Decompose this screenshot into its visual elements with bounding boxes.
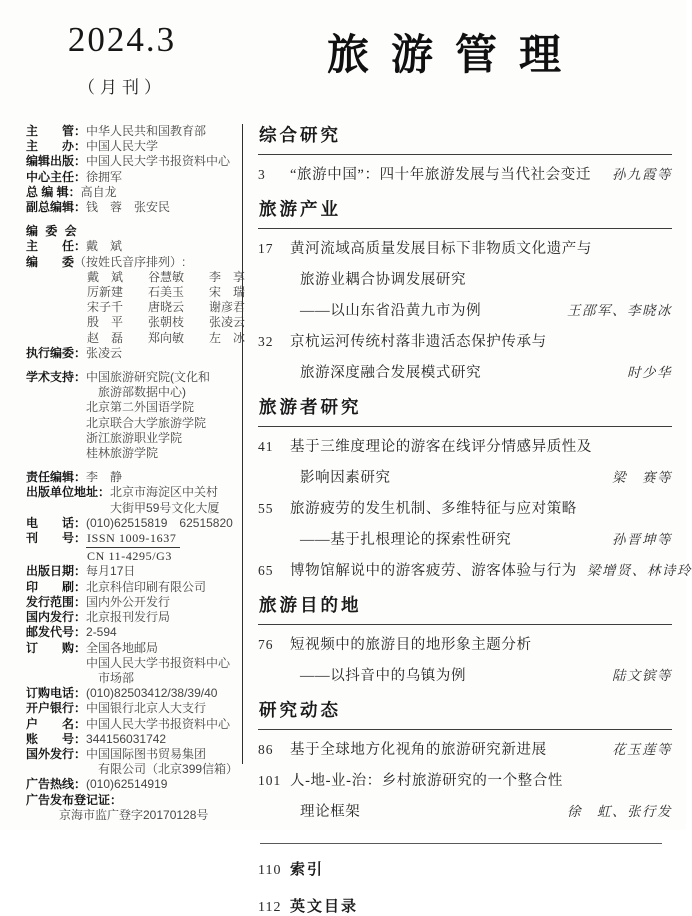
masthead-field [26, 701, 240, 716]
cn-number: CN 11-4295/G3 [87, 549, 173, 564]
editor-name: 郑向敏 [148, 330, 185, 345]
field-value-line: 中国银行北京人大支行 [86, 701, 207, 716]
section-title: 综合研究 [258, 122, 672, 155]
field-label: 印 刷： [26, 579, 87, 594]
field-label: 总 编 辑： [26, 184, 81, 199]
masthead-field [26, 793, 240, 808]
field-label: 编辑出版： [26, 154, 87, 169]
article-line [258, 800, 672, 821]
editor-name: 张朝枝 [148, 315, 185, 330]
field-value [86, 200, 170, 215]
field-value [81, 185, 117, 200]
field-value-line: (010)62514919 [86, 777, 168, 792]
masthead-field [26, 200, 240, 215]
editor-name: 李 享 [209, 269, 246, 284]
article-line [258, 633, 672, 654]
masthead-field [26, 610, 240, 625]
field-value [86, 239, 122, 254]
field-label: 开户银行： [26, 701, 87, 716]
field-label: 账 号： [26, 731, 87, 746]
field-label: 主 管： [26, 124, 87, 138]
article-authors: 花玉莲等 [612, 742, 672, 757]
field-value-line: 旅游部数据中心) [86, 385, 187, 400]
field-value-line: 有限公司（北京399信箱） [86, 762, 239, 777]
field-label: 中心主任： [26, 169, 87, 184]
article-authors: 王邵军、李晓冰 [567, 303, 672, 318]
field-value-line: 中国人民大学书报资料中心 [86, 655, 231, 670]
field-value [86, 732, 166, 747]
article-line [258, 466, 672, 487]
masthead-field [26, 777, 240, 792]
issue-number: 2024.3 [67, 20, 177, 59]
masthead [26, 122, 246, 822]
masthead-field [26, 346, 240, 361]
field-value [86, 610, 170, 625]
article-title: 黄河流域高质量发展目标下非物质文化遗产与 [290, 241, 592, 257]
article-page: 76 [258, 637, 274, 652]
article-title: 人-地-业-治：乡村旅游研究的一个整合性 [290, 773, 563, 789]
section-title: 旅游目的地 [258, 592, 672, 625]
issue-frequency: （月刊） [78, 78, 166, 97]
editor-name: 赵 磊 [87, 330, 124, 345]
field-label: 出版日期： [26, 564, 87, 579]
field-value-line: 张凌云 [86, 345, 123, 360]
field-value-below: 京海市监广登字20170128号 [59, 807, 209, 822]
field-value-line: 戴 斌 [86, 239, 123, 254]
footer-page: 112 [258, 900, 282, 915]
page-header [0, 0, 686, 98]
masthead-field [26, 564, 240, 579]
masthead-field [26, 531, 240, 564]
editor-name: 张凌云 [209, 315, 246, 330]
field-value [86, 154, 230, 169]
masthead-field [26, 470, 240, 485]
field-value-line: 桂林旅游学院 [86, 446, 159, 461]
editor-name: 殷 平 [87, 315, 124, 330]
field-value [86, 701, 206, 716]
field-value [86, 564, 135, 579]
field-value [74, 255, 270, 346]
field-value [86, 370, 210, 461]
masthead-field [26, 239, 240, 254]
masthead-field [26, 170, 240, 185]
article-page: 41 [258, 439, 274, 454]
toc-section [258, 697, 672, 821]
field-value-line: 每月17日 [86, 564, 136, 579]
editor-name: 唐晓云 [148, 300, 185, 315]
masthead-field [26, 139, 240, 154]
field-value-line: 北京报刊发行局 [86, 610, 171, 625]
masthead-field [26, 124, 240, 139]
field-value-line: 中国人民大学书报资料中心 [86, 154, 231, 169]
field-value [86, 717, 230, 732]
field-value-line: 浙江旅游职业学院 [86, 430, 183, 445]
field-value-line: (010)82503412/38/39/40 [86, 686, 218, 701]
article-title: 博物馆解说中的游客疲劳、游客体验与行为 [290, 563, 577, 579]
field-value-line: 中国人民大学 [86, 139, 159, 154]
field-value [86, 625, 117, 640]
editor-name: 戴 斌 [87, 269, 124, 284]
toc-section [258, 592, 672, 685]
toc-footer-item [258, 895, 672, 916]
field-value [86, 516, 233, 531]
field-label: 编 委 会 [26, 224, 79, 239]
field-value-line: 北京市海淀区中关村 [110, 485, 219, 500]
footer-page: 110 [258, 863, 282, 878]
article-line [258, 497, 672, 518]
field-value [86, 777, 167, 792]
article-authors: 陆文镔等 [612, 668, 672, 683]
field-value [86, 124, 206, 139]
editorial-board-row [74, 300, 270, 315]
field-value [86, 580, 206, 595]
article-title: ——基于扎根理论的探索性研究 [300, 532, 512, 548]
toc-section [258, 196, 672, 382]
field-value-line: 北京联合大学旅游学院 [86, 415, 207, 430]
masthead-field [26, 625, 240, 640]
field-value [86, 595, 170, 610]
field-label: 执行编委： [26, 345, 87, 360]
editorial-board-row [74, 270, 270, 285]
field-value [86, 470, 122, 485]
editor-name: 宋子千 [87, 300, 124, 315]
article-title: 理论框架 [300, 804, 361, 820]
journal-title: 旅游管理 [326, 33, 583, 79]
article-line [258, 738, 672, 759]
field-label: 订购电话： [26, 686, 87, 701]
editor-name: 厉新建 [87, 285, 124, 300]
issue-block [24, 20, 220, 98]
field-label: 邮发代号： [26, 625, 87, 640]
section-title: 研究动态 [258, 697, 672, 730]
article-line [258, 361, 672, 382]
field-value [86, 747, 238, 777]
editor-name: 左 冰 [209, 330, 246, 345]
field-value-line: 高自龙 [80, 184, 117, 199]
field-value [86, 170, 122, 185]
field-value-line: （按姓氏音序排列）: [74, 254, 186, 269]
field-value-line: 中国人民大学书报资料中心 [86, 716, 231, 731]
masthead-field [26, 516, 240, 531]
article-title: 短视频中的旅游目的地形象主题分析 [290, 637, 532, 653]
toc-section [258, 122, 672, 184]
article-line [258, 299, 672, 320]
masthead-field [26, 154, 240, 169]
field-label: 发行范围： [26, 594, 87, 609]
toc-footer-rule [260, 843, 662, 844]
toc-sections [258, 122, 692, 821]
masthead-field [26, 686, 240, 701]
article-title: 旅游业耦合协调发展研究 [300, 272, 467, 288]
article-authors: 梁 赛等 [612, 470, 672, 485]
field-label: 副总编辑： [26, 200, 87, 215]
field-value-line: 国内外公开发行 [86, 594, 171, 609]
field-value [86, 531, 180, 564]
article-line [258, 268, 672, 289]
field-value-line: (010)62515819 62515820 [86, 515, 233, 530]
field-label: 广告热线： [26, 777, 87, 792]
article-line [258, 559, 692, 580]
field-label: 主 任： [26, 239, 87, 254]
article-page: 32 [258, 334, 274, 349]
editor-name: 宋 瑞 [209, 285, 246, 300]
footer-label: 索引 [290, 861, 325, 878]
masthead-field [26, 580, 240, 595]
article-authors: 时少华 [627, 365, 672, 380]
article-authors: 孙九霞等 [612, 167, 672, 182]
article-page: 17 [258, 241, 274, 256]
masthead-field [26, 370, 240, 461]
toc [243, 122, 692, 915]
article-page: 86 [258, 742, 274, 757]
editor-name: 谢彦君 [209, 300, 246, 315]
editor-name: 石美玉 [148, 285, 185, 300]
article-line [258, 528, 672, 549]
masthead-field [26, 485, 240, 515]
masthead-field [26, 641, 240, 687]
field-value-line: 全国各地邮局 [86, 640, 159, 655]
article-line [258, 330, 672, 351]
field-value-line: 344156031742 [86, 731, 167, 746]
field-value-line: 李 静 [86, 470, 123, 485]
article-authors: 孙晋坤等 [612, 532, 672, 547]
article-title: “旅游中国”：四十年旅游发展与当代社会变迁 [290, 167, 591, 183]
field-value [86, 686, 217, 701]
field-value-line: 2-594 [86, 625, 117, 640]
toc-footer-item [258, 858, 672, 879]
field-label: 户 名： [26, 716, 87, 731]
field-value-line: 市场部 [86, 670, 135, 685]
article-title: 京杭运河传统村落非遗活态保护传承与 [290, 334, 547, 350]
section-title: 旅游者研究 [258, 394, 672, 427]
field-label: 刊 号： [26, 531, 87, 546]
article-title: 基于全球地方化视角的旅游研究新进展 [290, 742, 547, 758]
article-page: 65 [258, 563, 274, 578]
issn-cn-fraction [86, 531, 180, 564]
article-line [258, 163, 672, 184]
field-value [110, 485, 219, 515]
field-label: 编 委 [26, 254, 75, 269]
toc-section [258, 394, 692, 580]
article-title: 旅游疲劳的发生机制、多维特征与应对策略 [290, 501, 577, 517]
article-line [258, 664, 672, 685]
editorial-board-row [74, 285, 270, 300]
field-value [86, 139, 158, 154]
field-value [86, 346, 122, 361]
article-authors: 梁增贤、林诗玲 [586, 563, 692, 578]
masthead-field [26, 717, 240, 732]
article-title: ——以抖音中的乌镇为例 [300, 668, 467, 684]
article-title: ——以山东省沿黄九市为例 [300, 303, 482, 319]
field-label: 出版单位地址： [26, 485, 111, 500]
masthead-field [26, 595, 240, 610]
masthead-field [26, 254, 246, 346]
footer-label: 英文目录 [290, 898, 359, 915]
article-line [258, 237, 672, 258]
field-value-line: 大街甲59号文化大厦 [110, 500, 220, 515]
editorial-board-row [74, 331, 270, 346]
field-value [86, 641, 230, 687]
article-title: 基于三维度理论的游客在线评分情感异质性及 [290, 439, 592, 455]
editor-name: 谷慧敏 [148, 269, 185, 284]
field-label: 国外发行： [26, 746, 87, 761]
masthead-section-header [26, 224, 240, 239]
editorial-board-row [74, 315, 270, 330]
field-label: 责任编辑： [26, 470, 87, 485]
field-label: 学术支持： [26, 370, 87, 385]
article-title: 影响因素研究 [300, 470, 391, 486]
issn-number: ISSN 1009-1637 [86, 531, 180, 548]
article-authors: 徐 虹、张行发 [567, 804, 672, 819]
masthead-field [26, 185, 240, 200]
article-title: 旅游深度融合发展模式研究 [300, 365, 482, 381]
field-value-line: 中国国际图书贸易集团 [86, 746, 207, 761]
masthead-field [26, 747, 240, 777]
field-label: 主 办： [26, 139, 87, 154]
field-value-line: 徐拥军 [86, 169, 123, 184]
field-label: 广告发布登记证： [26, 792, 123, 807]
article-page: 55 [258, 501, 274, 516]
article-line [258, 435, 672, 456]
toc-footer [258, 858, 672, 916]
field-value-line: 中华人民共和国教育部 [86, 124, 207, 138]
field-value-line: 钱 蓉 张安民 [86, 200, 171, 215]
article-line [258, 769, 672, 790]
field-value-line: 中国旅游研究院(文化和 [86, 370, 211, 385]
article-page: 3 [258, 167, 266, 182]
field-value-line: 北京科信印刷有限公司 [86, 579, 207, 594]
field-label: 订 购： [26, 640, 87, 655]
article-page: 101 [258, 773, 282, 788]
field-label: 国内发行： [26, 610, 87, 625]
section-title: 旅游产业 [258, 196, 672, 229]
field-label: 电 话： [26, 515, 87, 530]
masthead-field [26, 732, 240, 747]
content-columns [0, 122, 692, 915]
field-value-line: 北京第二外国语学院 [86, 400, 195, 415]
